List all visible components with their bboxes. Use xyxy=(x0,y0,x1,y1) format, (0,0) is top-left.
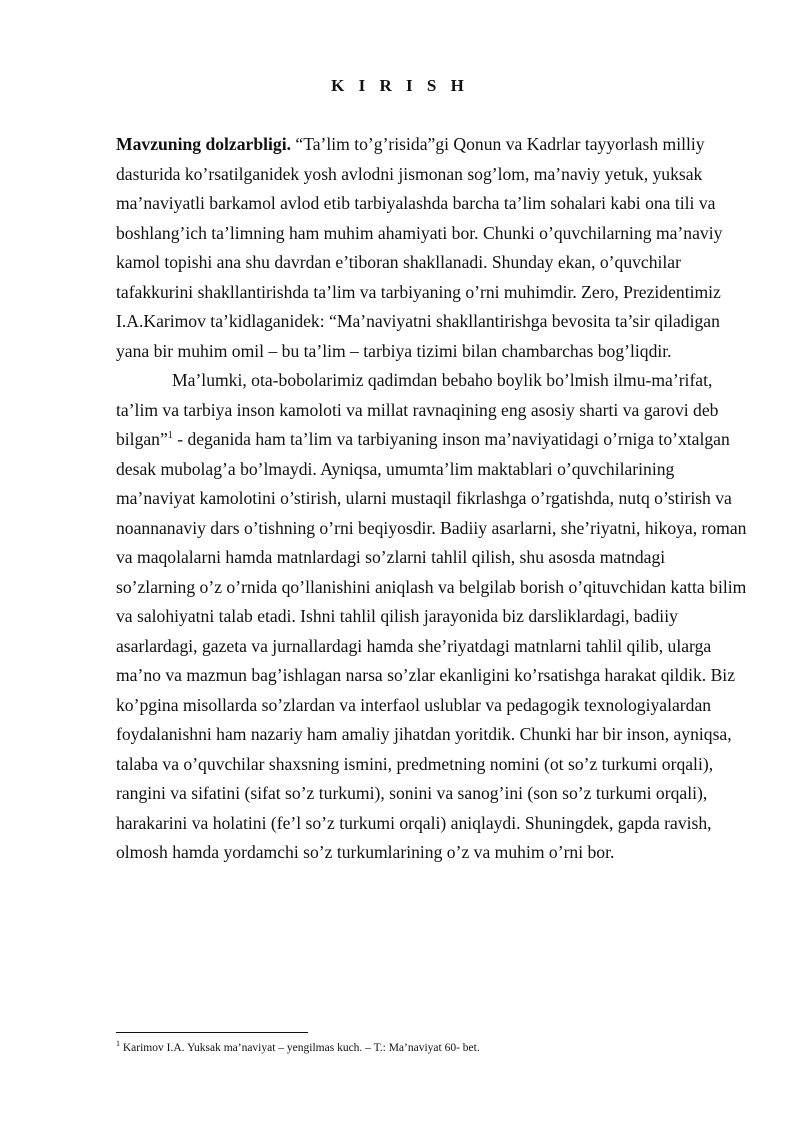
relevance-heading: Mavzuning dolzarbligi. xyxy=(116,134,291,154)
footnote-marker: 1 xyxy=(116,1039,120,1049)
footnote-text: Karimov I.A. Yuksak ma’naviyat – yengilmas kuch. – T.: Ma’naviyat 60- bet. xyxy=(120,1042,480,1054)
footnote-divider xyxy=(116,1032,308,1033)
section-title: K I R I S H xyxy=(331,76,469,95)
paragraph-relevance xyxy=(116,130,748,366)
paragraph-body-text-after-note: - deganida ham ta’lim va tarbiyaning inson ma’naviyatidagi o’rniga to’xtalgan desak mubolag’a bo’lmaydi. Ayniqsa, umumta’lim maktablari o’quvchilarining ma’naviyat kamolotini o’stirish, ularni mustaqil fikrlashga o’rgatishda, nutq o’stirish va noannanaviy dars o’tishning o’rni beqiyosdir. Badiiy asarlarni, she’riyatni, hikoya, roman va maqolalarni hamda matnlardagi so’zlarni tahlil qilish, shu asosda matndagi so’zlarning o’z o’rnida qo’llanishini aniqlash va belgilab borish o’qituvchidan katta bilim va salohiyatni talab etadi. Ishni tahlil qilish jarayonida biz darsliklardagi, badiiy asarlardagi, gazeta va jurnallardagi hamda she’riyatdagi matnlarni tahlil qilib, ularga ma’no va mazmun bag’ishlagan narsa so’zlar ekanligini ko’rsatishga harakat qildik. Biz ko’pgina misollarda so’zlardan va interfaol uslublar va pedagogik texnologiyalardan foydalanishni ham nazariy ham amaliy jihatdan yoritdik. Chunki har bir inson, ayniqsa, talaba va o’quvchilar shaxsning ismini, predmetning nomini (ot so’z turkumi orqali), rangini va sifatini (sifat so’z turkumi), sonini va sanog’ini (son so’z turkumi orqali), harakarini va holatini (fe’l so’z turkumi orqali) aniqlaydi. Shuningdek, gapda ravish, olmosh hamda yordamchi so’z turkumlarining o’z va muhim o’rni bor. xyxy=(116,429,747,862)
paragraph-body-text-before-note: Ma’lumki, ota-bobolarimiz qadimdan bebaho boylik bo’lmish ilmu-ma’rifat, ta’lim va tarbiya inson kamoloti va millat ravnaqining eng asosiy sharti va garovi deb bilgan” xyxy=(116,370,719,449)
footnote xyxy=(116,1040,748,1056)
body-text xyxy=(116,130,748,868)
paragraph-body xyxy=(116,366,748,868)
paragraph-relevance-text: “Ta’lim to’g’risida”gi Qonun va Kadrlar tayyorlash milliy dasturida ko’rsatilganidek yosh avlodni jismonan sog’lom, ma’naviy yetuk, yuksak ma’naviyatli barkamol avlod etib tarbiyalashda barcha ta’lim sohalari kabi ona tili va boshlang’ich ta’limning ham muhim ahamiyati bor. Chunki o’quvchilarning ma’naviy kamol topishi ana shu davrdan e’tiboran shakllanadi. Shunday ekan, o’quvchilar tafakkurini shakllantirishda ta’lim va tarbiyaning o’rni muhimdir. Zero, Prezidentimiz I.A.Karimov ta’kidlaganidek: “Ma’naviyatni shakllantirishga bevosita ta’sir qiladigan yana bir muhim omil – bu ta’lim – tarbiya tizimi bilan chambarchas bog’liqdir. xyxy=(116,134,723,361)
footnote-reference: 1 xyxy=(167,430,173,442)
